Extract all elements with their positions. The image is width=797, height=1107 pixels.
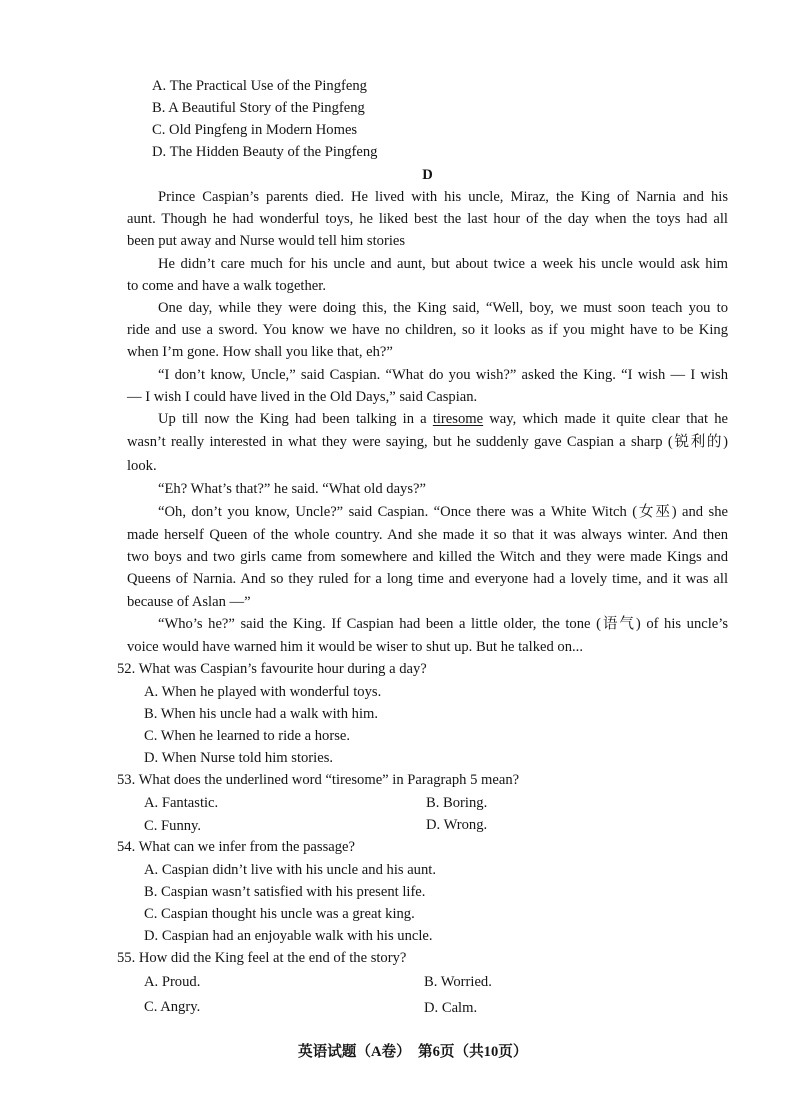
q52-option-b: B. When his uncle had a walk with him. [144,706,378,722]
question-53-stem: 53. What does the underlined word “tiresome” in Paragraph 5 mean? [117,772,520,788]
passage-line: to come and have a walk together. [127,278,326,294]
passage-line: — I wish I could have lived in the Old Days,” said Caspian. [127,389,478,405]
q52-option-a: A. When he played with wonderful toys. [144,684,382,700]
passage-line: aunt. Though he had wonderful toys, he liked best the last hour of the day when the toys had all [127,211,728,227]
prev-option-d: D. The Hidden Beauty of the Pingfeng [152,144,378,160]
section-heading: D [422,167,433,183]
prev-option-c: C. Old Pingfeng in Modern Homes [152,122,358,138]
passage-line: He didn’t care much for his uncle and aunt, but about twice a week his uncle would ask him [158,256,728,272]
q53-option-a: A. Fantastic. [144,795,219,811]
passage-line: Queens of Narnia. And so they ruled for a long time and everyone had a lovely time, and it was all [127,571,728,587]
question-52-stem: 52. What was Caspian’s favourite hour during a day? [117,661,427,677]
passage-line: look. [127,458,157,474]
q52-option-c: C. When he learned to ride a horse. [144,728,350,744]
passage-line: “I don’t know, Uncle,” said Caspian. “What do you wish?” asked the King. “I wish — I wish [158,367,728,383]
q52-option-d: D. When Nurse told him stories. [144,750,334,766]
prev-option-a: A. The Practical Use of the Pingfeng [152,78,367,94]
q55-option-b: B. Worried. [424,974,492,990]
question-54-stem: 54. What can we infer from the passage? [117,839,355,855]
question-55-stem: 55. How did the King feel at the end of the story? [117,950,407,966]
passage-line: wasn’t really interested in what they were saying, but he suddenly gave Caspian a sharp (锐利的) [127,434,728,450]
q53-option-b: B. Boring. [426,795,488,811]
passage-line: been put away and Nurse would tell him stories [127,233,406,249]
q53-option-c: C. Funny. [144,818,202,834]
passage-line: two boys and two girls came from somewhere and killed the Witch and they were made Kings and [127,549,728,565]
q54-option-a: A. Caspian didn’t live with his uncle and his aunt. [144,862,436,878]
passage-line: Prince Caspian’s parents died. He lived with his uncle, Miraz, the King of Narnia and his [158,189,728,205]
passage-line: “Oh, don’t you know, Uncle?” said Caspian. “Once there was a White Witch (女巫) and she [158,504,728,520]
q55-option-a: A. Proud. [144,974,201,990]
passage-line: One day, while they were doing this, the King said, “Well, boy, we must soon teach you to [158,300,728,316]
q53-option-d: D. Wrong. [426,817,488,833]
q54-option-b: B. Caspian wasn’t satisfied with his present life. [144,884,426,900]
underlined-word: tiresome [432,411,484,427]
q54-option-c: C. Caspian thought his uncle was a great king. [144,906,415,922]
passage-line: Up till now the King had been talking in a tiresome way, which made it quite clear that he [158,411,728,427]
prev-option-b: B. A Beautiful Story of the Pingfeng [152,100,365,116]
passage-line: “Eh? What’s that?” he said. “What old days?” [158,481,426,497]
q55-option-d: D. Calm. [424,1000,478,1016]
passage-line: because of Aslan —” [127,594,251,610]
q54-option-d: D. Caspian had an enjoyable walk with his uncle. [144,928,433,944]
q55-option-c: C. Angry. [144,999,201,1015]
passage-line: when I’m gone. How shall you like that, eh?” [127,344,393,360]
passage-line: “Who’s he?” said the King. If Caspian had been a little older, the tone (语气) of his uncle’s [158,616,728,632]
page-footer: 英语试题（A卷） 第6页（共10页） [298,1044,528,1060]
passage-line: ride and use a sword. You know we have no children, so it looks as if you might have to be King [127,322,728,338]
passage-line: made herself Queen of the whole country. And she made it so that it was always winter. And then [127,527,728,543]
passage-line: voice would have warned him it would be wiser to shut up. But he talked on... [127,639,583,655]
